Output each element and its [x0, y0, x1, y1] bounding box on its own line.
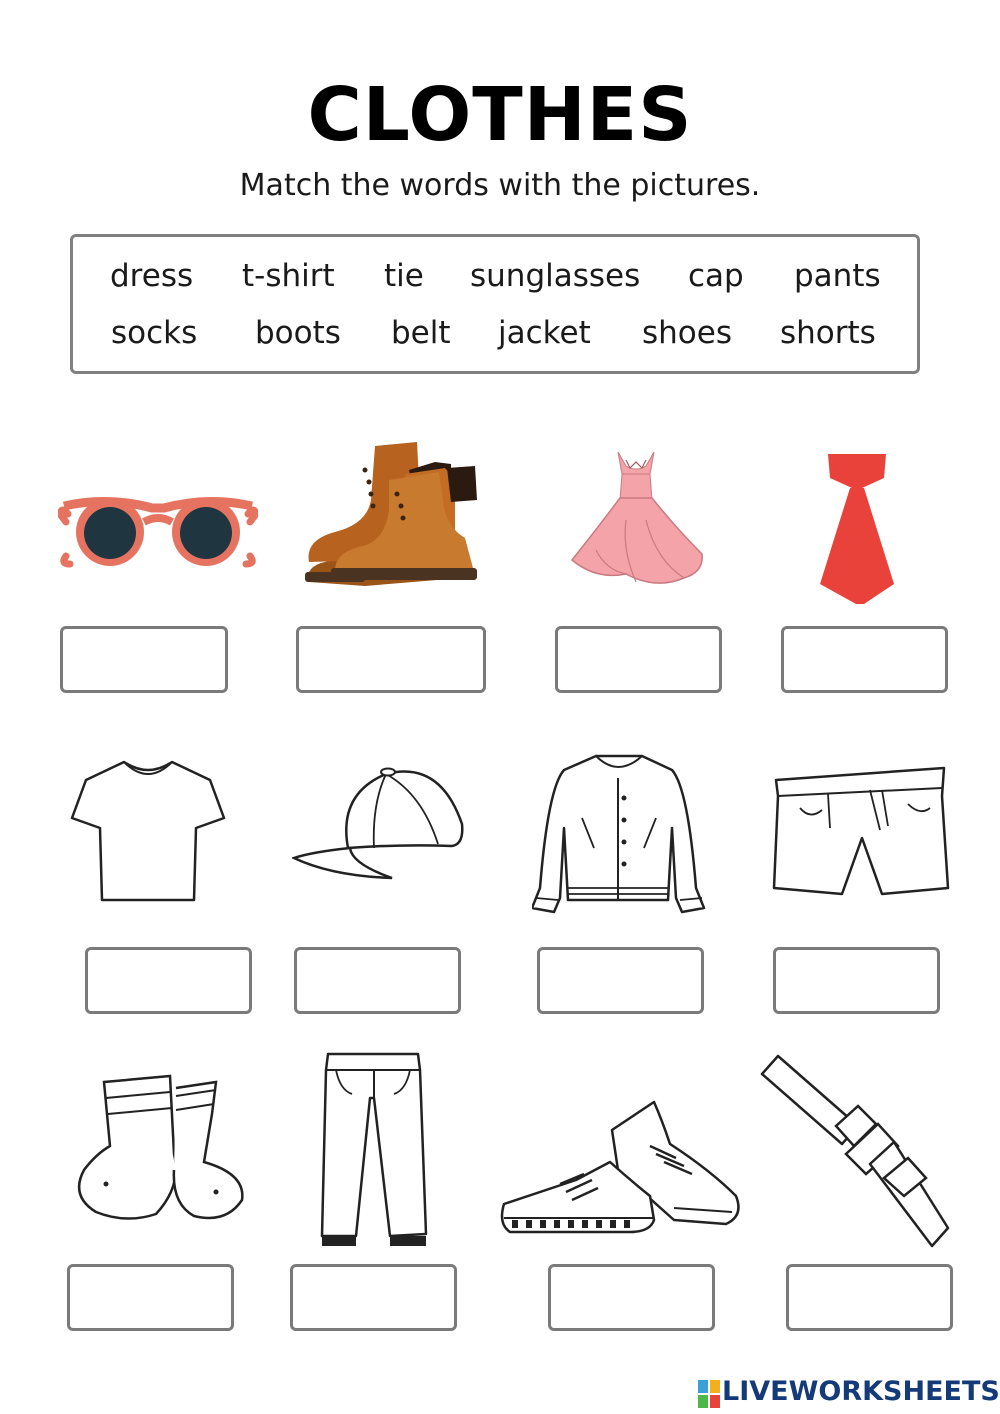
- shoes-picture: [500, 1100, 744, 1234]
- answer-box-shoes[interactable]: [548, 1264, 715, 1331]
- answer-box-socks[interactable]: [67, 1264, 234, 1331]
- jacket-picture: [532, 748, 706, 914]
- answer-box-pants[interactable]: [290, 1264, 457, 1331]
- word-bank-item: belt: [391, 315, 451, 351]
- answer-box-tie[interactable]: [781, 626, 948, 693]
- answer-box-belt[interactable]: [786, 1264, 953, 1331]
- word-bank-item: jacket: [498, 315, 591, 351]
- sunglasses-picture: [58, 492, 258, 572]
- word-bank-item: pants: [794, 258, 881, 294]
- socks-picture: [76, 1074, 246, 1226]
- tie-picture: [818, 454, 896, 606]
- word-bank-item: boots: [255, 315, 341, 351]
- boots-picture: [305, 440, 477, 590]
- worksheet-instructions: Match the words with the pictures.: [239, 168, 761, 203]
- word-bank-item: sunglasses: [470, 258, 641, 294]
- word-bank-item: cap: [688, 258, 744, 294]
- liveworksheets-logo-icon: [698, 1380, 720, 1408]
- t-shirt-picture: [70, 758, 226, 904]
- worksheet-title: CLOTHES: [307, 72, 693, 158]
- word-bank-item: socks: [111, 315, 198, 351]
- word-bank: [70, 234, 920, 374]
- answer-box-t-shirt[interactable]: [85, 947, 252, 1014]
- answer-box-dress[interactable]: [555, 626, 722, 693]
- word-bank-item: t-shirt: [242, 258, 335, 294]
- word-bank-item: dress: [110, 258, 194, 294]
- word-bank-item: tie: [384, 258, 424, 294]
- word-bank-item: shorts: [780, 315, 876, 351]
- answer-box-shorts[interactable]: [773, 947, 940, 1014]
- answer-box-sunglasses[interactable]: [60, 626, 228, 693]
- answer-box-cap[interactable]: [294, 947, 461, 1014]
- shorts-picture: [770, 764, 950, 900]
- answer-box-jacket[interactable]: [537, 947, 704, 1014]
- liveworksheets-brand: LIVEWORKSHEETS: [722, 1376, 1000, 1407]
- belt-picture: [758, 1054, 950, 1250]
- dress-picture: [566, 450, 706, 592]
- word-bank-item: shoes: [642, 315, 732, 351]
- pants-picture: [316, 1050, 428, 1250]
- cap-picture: [292, 764, 468, 884]
- answer-box-boots[interactable]: [296, 626, 486, 693]
